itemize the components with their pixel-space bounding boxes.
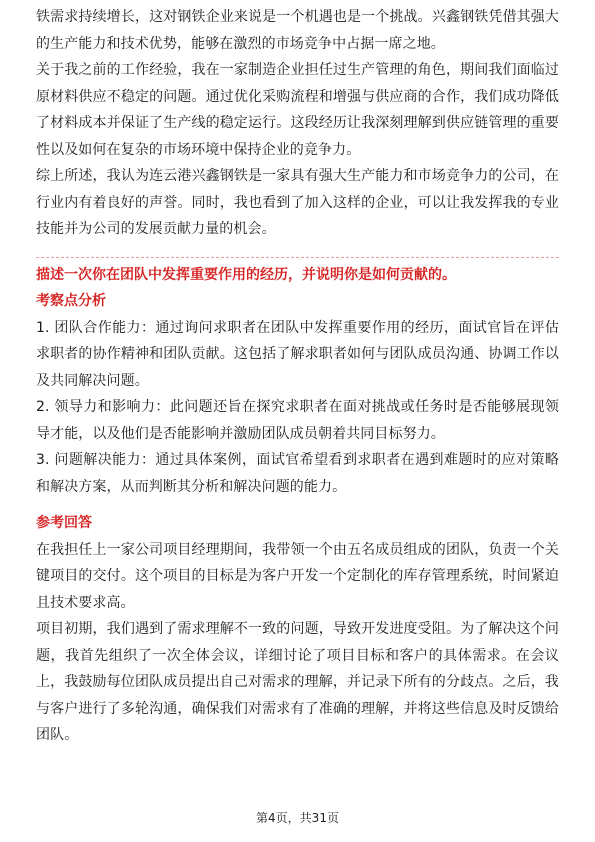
page-number: 第4页，共31页 xyxy=(256,811,339,825)
analysis-section xyxy=(36,288,559,500)
analysis-item: 3. 问题解决能力：通过具体案例，面试官希望看到求职者在遇到难题时的应对策略和解决方案，从而判断其分析和解决问题的能力。 xyxy=(36,452,559,495)
analysis-title: 考察点分析 xyxy=(36,293,106,309)
document-page xyxy=(36,4,559,749)
analysis-item: 1. 团队合作能力：通过询问求职者在团队中发挥重要作用的经历，面试官旨在评估求职者的协作精神和团队贡献。这包括了解求职者如何与团队成员沟通、协调工作以及共同解决问题。 xyxy=(36,319,559,389)
answer-paragraph: 项目初期，我们遇到了需求理解不一致的问题，导致开发进度受阻。为了解决这个问题，我首先组织了一次全体会议，详细讨论了项目目标和客户的具体需求。在会议上，我鼓励每位团队成员提出自己对需求的理解，并记录下所有的分歧点。之后，我与客户进行了多轮沟通，确保我们对需求有了准确的理解，并将这些信息及时反馈给团队。 xyxy=(36,621,559,743)
section-divider xyxy=(36,257,559,258)
interview-question: 描述一次你在团队中发挥重要作用的经历，并说明你是如何贡献的。 xyxy=(36,266,456,283)
answer-paragraph: 在我担任上一家公司项目经理期间，我带领一个由五名成员组成的团队，负责一个关键项目的交付。这个项目的目标是为客户开发一个定制化的库存管理系统，时间紧迫且技术要求高。 xyxy=(36,541,559,611)
intro-paragraph: 关于我之前的工作经验，我在一家制造企业担任过生产管理的角色，期间我们面临过原材料供应不稳定的问题。通过优化采购流程和增强与供应商的合作，我们成功降低了材料成本并保证了生产线的稳定运行。这段经历让我深刻理解到供应链管理的重要性以及如何在复杂的市场环境中保持企业的竞争力。 xyxy=(36,62,559,158)
intro-paragraph: 综上所述，我认为连云港兴鑫钢铁是一家具有强大生产能力和市场竞争力的公司，在行业内有着良好的声誉。同时，我也看到了加入这样的企业，可以让我发挥我的专业技能并为公司的发展贡献力量的机会。 xyxy=(36,168,559,237)
analysis-item: 2. 领导力和影响力：此问题还旨在探究求职者在面对挑战或任务时是否能够展现领导才能，以及他们是否能影响并激励团队成员朝着共同目标努力。 xyxy=(36,399,559,442)
answer-section xyxy=(36,510,559,749)
answer-title: 参考回答 xyxy=(36,515,92,531)
intro-section xyxy=(36,4,559,243)
intro-paragraph: 铁需求持续增长，这对钢铁企业来说是一个机遇也是一个挑战。兴鑫钢铁凭借其强大的生产能力和技术优势，能够在激烈的市场竞争中占据一席之地。 xyxy=(36,9,559,52)
